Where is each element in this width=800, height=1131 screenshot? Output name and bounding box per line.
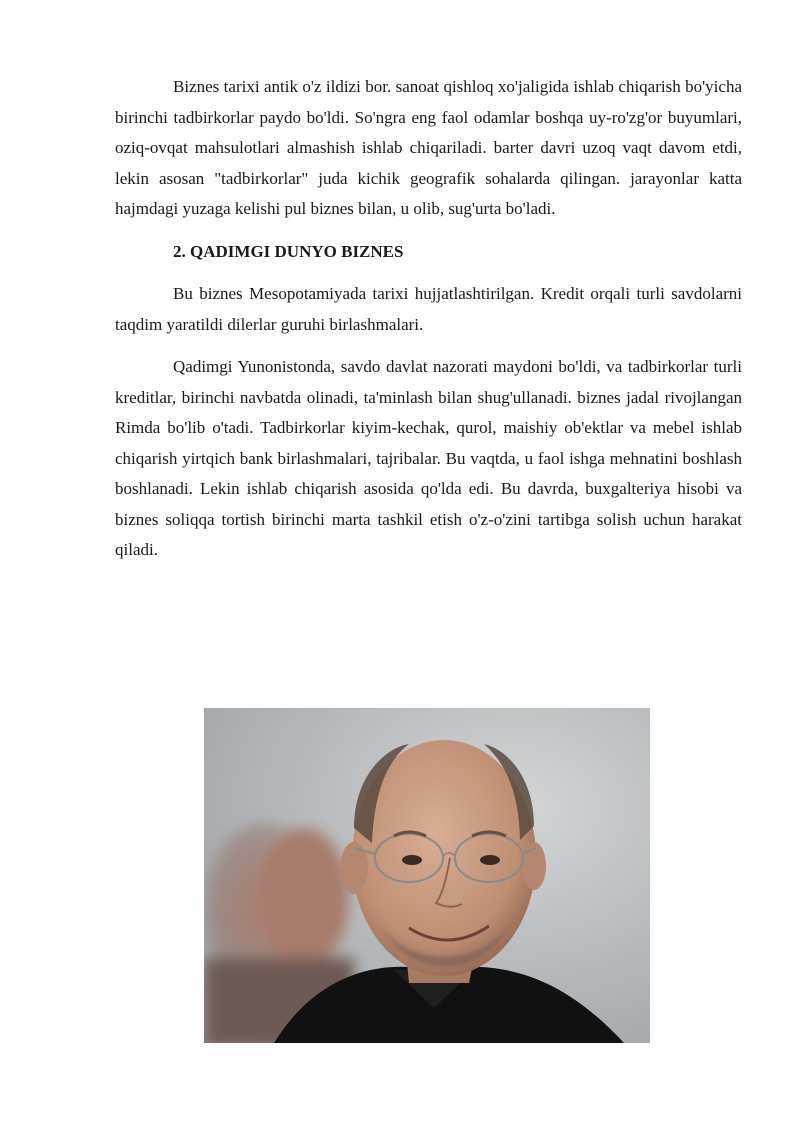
paragraph-mesopotamia: Bu biznes Mesopotamiyada tarixi hujjatlashtirilgan. Kredit orqali turli savdolarni taqdim yaratildi dilerlar guruhi birlashmalari. xyxy=(115,284,742,334)
portrait-photo xyxy=(204,708,650,1043)
paragraph-greece-rome: Qadimgi Yunonistonda, savdo davlat nazorati maydoni bo'ldi, va tadbirkorlar turli kreditlar, birinchi navbatda olinadi, ta'minlash bilan shug'ullanadi. biznes jadal rivojlangan Rimda bo'lib o'tadi. Tadbirkorlar kiyim-kechak, qurol, maishiy ob'ektlar va mebel ishlab chiqarish yirtqich bank birlashmalari, tajribalar. Bu vaqtda, u faol ishga mehnatini boshlash boshlanadi. Lekin ishlab chiqarish asosida qo'lda edi. Bu davrda, buxgalteriya hisobi va biznes soliqqa tortish birinchi marta tashkil etish o'z-o'zini tartibga solish uchun harakat qiladi. xyxy=(115,357,742,559)
document-body xyxy=(115,72,742,578)
section-heading-ancient-world: 2. QADIMGI DUNYO BIZNES xyxy=(173,241,404,261)
portrait-photo-icon xyxy=(204,708,650,1043)
paragraph-business-history: Biznes tarixi antik o'z ildizi bor. sanoat qishloq xo'jaligida ishlab chiqarish bo'yicha birinchi tadbirkorlar paydo bo'ldi. So'ngra eng faol odamlar boshqa uy-ro'zg'or buyumlari, oziq-ovqat mahsulotlari almashish ishlab chiqariladi. barter davri uzoq vaqt davom etdi, lekin asosan "tadbirkorlar" juda kichik geografik sohalarda qilingan. jarayonlar katta hajmdagi yuzaga kelishi pul biznes bilan, u olib, sug'urta bo'ladi. xyxy=(115,77,742,218)
